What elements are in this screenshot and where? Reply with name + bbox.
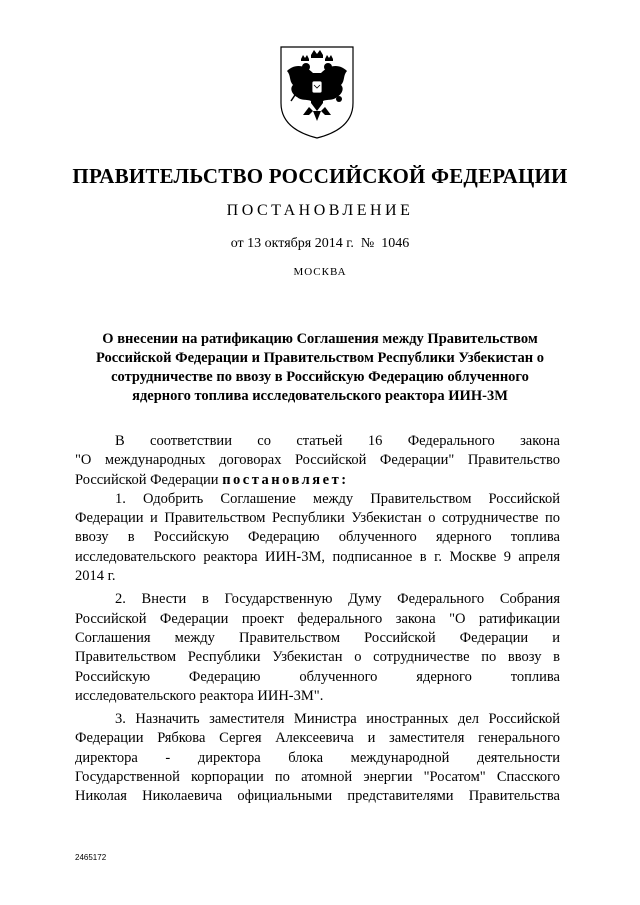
paragraph-1-line: 1. Одобрить Соглашение между Правительством Российской: [115, 490, 560, 507]
body-text: Российской Федерации: [75, 471, 223, 488]
document-body: [75, 432, 560, 807]
resolution-title: [60, 330, 580, 406]
resolution-title-line: сотрудничестве по ввозу в Российскую Федерацию облученного: [111, 369, 529, 385]
document-date-number: от 13 октября 2014 г. № 1046: [230, 236, 410, 251]
resolution-title-line: О внесении на ратификацию Соглашения между Правительством: [102, 331, 538, 347]
document-type: ПОСТАНОВЛЕНИЕ: [226, 202, 414, 219]
body-line: [75, 471, 560, 490]
decree-keyword: постановляет:: [222, 471, 349, 488]
paragraph-2-line: Соглашения между Правительством Российской Федерации и: [75, 629, 560, 646]
resolution-title-line: ядерного топлива исследовательского реактора ИИН-3М: [132, 388, 508, 404]
paragraph-3-line: директора - директора блока международной деятельности: [75, 749, 560, 766]
body-line: В соответствии со статьей 16 Федерального закона: [115, 433, 560, 449]
paragraph-1-line: ввозу в Российскую Федерацию облученного ядерного топлива: [75, 529, 560, 546]
paragraph-3-line: Государственной корпорации по атомной энергии "Росатом" Спасского: [75, 769, 560, 786]
issue-city: МОСКВА: [293, 266, 347, 278]
paragraph-3-line: Николая Николаевича официальными представителями Правительства: [75, 788, 560, 805]
paragraph-1-line: исследовательского реактора ИИН-3М, подписанное в г. Москве 9 апреля: [75, 548, 560, 565]
paragraph-2-line: 2. Внести в Государственную Думу Федерального Собрания: [115, 591, 560, 608]
paragraph-2-line: Российской Федерации проект федерального закона "О ратификации: [75, 610, 560, 627]
paragraph-1-line: Федерации и Правительством Республики Узбекистан о сотрудничестве по: [75, 510, 560, 527]
document-code: 2465172: [75, 853, 107, 862]
coat-of-arms-emblem: [273, 45, 361, 140]
paragraph-3-line: Федерации Рябкова Сергея Алексеевича и заместителя генерального: [75, 730, 560, 747]
paragraph-1-line: 2014 г.: [75, 568, 116, 585]
paragraph-2-line: исследовательского реактора ИИН-3М".: [75, 687, 324, 704]
paragraph-3-line: 3. Назначить заместителя Министра иностранных дел Российской: [115, 711, 560, 728]
government-title: ПРАВИТЕЛЬСТВО РОССИЙСКОЙ ФЕДЕРАЦИИ: [72, 164, 568, 188]
paragraph-2-line: Правительством Республики Узбекистан о сотрудничестве по ввозу в: [75, 649, 560, 666]
resolution-title-line: Российской Федерации и Правительством Республики Узбекистан о: [95, 350, 545, 366]
body-line: "О международных договорах Российской Федерации" Правительство: [75, 452, 560, 469]
paragraph-2-line: Российскую Федерацию облученного ядерного топлива: [75, 668, 560, 685]
